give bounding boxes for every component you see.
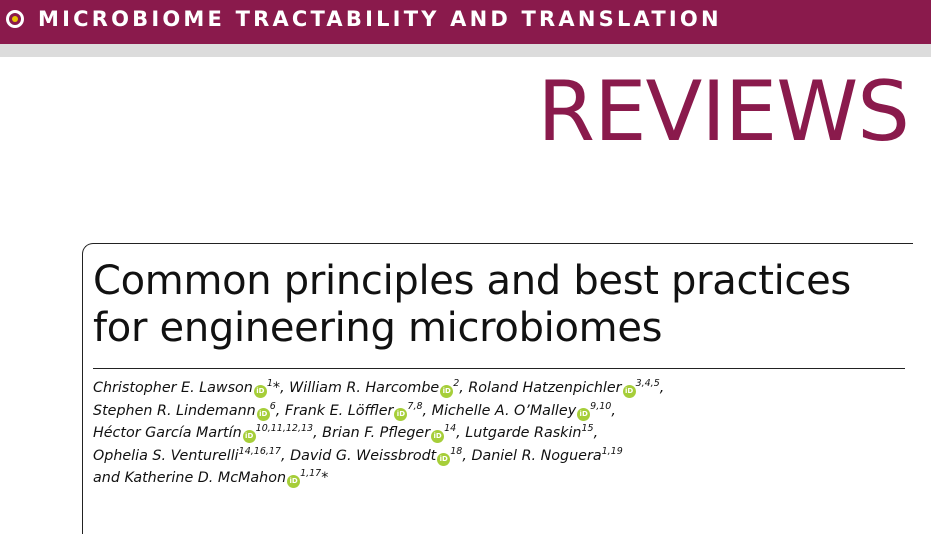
- orcid-icon[interactable]: iD: [394, 408, 407, 421]
- section-banner: [0, 0, 931, 44]
- author-name[interactable]: Stephen R. Lindemann: [93, 402, 256, 419]
- author-item[interactable]: [471, 445, 623, 464]
- affiliation-sup: 1,19: [601, 445, 623, 457]
- orcid-icon[interactable]: iD: [437, 453, 450, 466]
- author-item[interactable]: [290, 445, 463, 464]
- author-name[interactable]: Christopher E. Lawson: [93, 380, 253, 396]
- affiliation-sup: 1,17: [300, 468, 322, 480]
- author-item[interactable]: [93, 425, 313, 441]
- author-item[interactable]: [284, 400, 423, 419]
- banner-divider: [0, 44, 931, 57]
- author-item[interactable]: [322, 425, 456, 441]
- journal-type-label: REVIEWS: [537, 63, 909, 160]
- author-name[interactable]: Katherine D. McMahon: [124, 470, 287, 486]
- orcid-icon[interactable]: iD: [287, 475, 300, 488]
- affiliation-sup: 6: [269, 400, 276, 412]
- affiliation-sup: 10,11,12,13: [255, 423, 314, 435]
- affiliation-sup: 14: [444, 423, 457, 435]
- author-item[interactable]: [431, 400, 612, 419]
- author-name[interactable]: William R. Harcombe: [289, 380, 440, 396]
- author-name[interactable]: Frank E. Löffler: [284, 402, 394, 419]
- affiliation-sup: 1: [266, 378, 273, 390]
- orcid-icon[interactable]: iD: [623, 385, 636, 398]
- affiliation-sup: 15: [581, 423, 594, 435]
- affiliation-sup: 14,16,17: [238, 445, 281, 457]
- author-item[interactable]: [93, 400, 276, 419]
- author-name[interactable]: Héctor García Martín: [93, 425, 242, 441]
- affiliation-sup: 2: [453, 378, 460, 390]
- corresponding-star: *: [321, 470, 329, 486]
- corresponding-star: *: [272, 380, 281, 396]
- author-item[interactable]: [93, 445, 281, 464]
- author-name[interactable]: Daniel R. Noguera: [471, 447, 602, 464]
- author-name[interactable]: Lutgarde Raskin: [465, 425, 582, 441]
- author-name[interactable]: Ophelia S. Venturelli: [93, 447, 239, 464]
- author-conjunction: and: [93, 470, 120, 486]
- affiliation-sup: 9,10: [590, 400, 612, 412]
- section-title: MICROBIOME TRACTABILITY AND TRANSLATION: [38, 7, 722, 31]
- orcid-icon[interactable]: iD: [254, 385, 267, 398]
- article-title-line-1: Common principles and best practices: [93, 258, 851, 304]
- author-name[interactable]: Roland Hatzenpichler: [468, 380, 622, 396]
- article-title-line-2: for engineering microbiomes: [93, 305, 663, 351]
- affiliation-sup: 18: [450, 445, 463, 457]
- author-item[interactable]: [93, 380, 280, 396]
- author-list: Christopher E. Lawson $iD^1*$, William R. Harcombe $iD^2$, Roland Hatzenpichler iD$^{3,4,5}$, Stephen R. Lindemann $iD^6$, Frank E. Löffler iD$^{7,8}$, Michelle A. O’Malley iD$^{9,10}$, Héctor García Martín iD$^{10,11,12,13}$, Brian F. Pfleger $iD^{14}$, Lutgarde Raskin$^{15}$, Ophelia S. Venturelli$^{14,16,17}$, David G. Weissbrodt $iD^{18}$, Daniel R. Noguera$^{1,19}$ and Katherine D. McMahon iD$^{1,17}$*: [93, 378, 665, 486]
- author-name[interactable]: Brian F. Pfleger: [322, 425, 431, 441]
- author-name[interactable]: David G. Weissbrodt: [290, 447, 437, 464]
- article-title: [93, 258, 913, 352]
- author-item[interactable]: [289, 380, 459, 396]
- circle-logo-icon: [6, 10, 24, 28]
- orcid-icon[interactable]: iD: [440, 385, 453, 398]
- affiliation-sup: 7,8: [407, 400, 423, 412]
- orcid-icon[interactable]: iD: [243, 430, 256, 443]
- orcid-icon[interactable]: iD: [431, 430, 444, 443]
- orcid-icon[interactable]: iD: [257, 408, 270, 421]
- affiliation-sup: 3,4,5: [635, 378, 660, 390]
- author-name[interactable]: Michelle A. O’Malley: [431, 402, 577, 419]
- author-item[interactable]: [465, 425, 593, 441]
- author-item[interactable]: [124, 470, 328, 486]
- title-rule: [93, 368, 905, 369]
- orcid-icon[interactable]: iD: [577, 408, 590, 421]
- author-item[interactable]: [468, 380, 659, 396]
